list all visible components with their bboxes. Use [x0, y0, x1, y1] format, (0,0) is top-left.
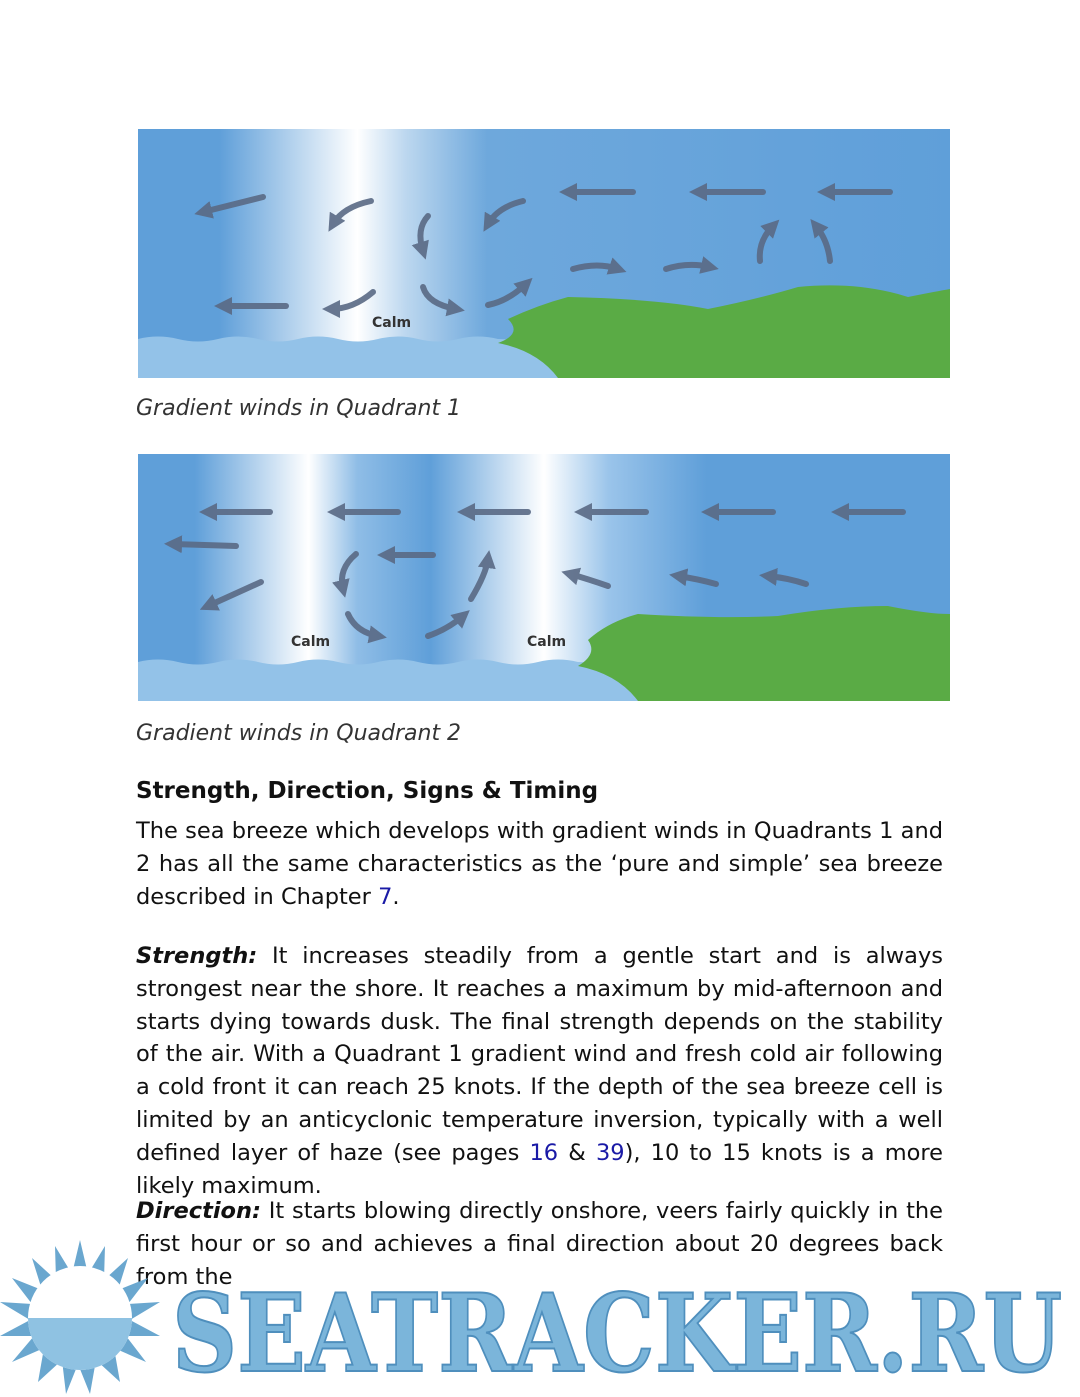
page-link-39[interactable]: 39	[595, 1139, 625, 1166]
amp: &	[558, 1139, 596, 1166]
para1-end: .	[392, 883, 400, 910]
diagram-quadrant-2	[138, 454, 950, 701]
diagram-quadrant-1	[138, 129, 950, 378]
calm-label: Calm	[372, 315, 412, 331]
page-link-16[interactable]: 16	[529, 1139, 559, 1166]
sea-surface	[138, 337, 558, 379]
calm-label-left: Calm	[291, 634, 331, 650]
figure-1-caption: Gradient winds in Quadrant 1	[136, 396, 462, 421]
calm-label-right: Calm	[527, 634, 567, 650]
paragraph-intro	[136, 815, 943, 913]
section-heading: Strength, Direction, Signs & Timing	[136, 778, 599, 804]
watermark-graphic	[0, 1236, 1080, 1397]
chapter-link[interactable]: 7	[378, 883, 393, 910]
watermark-text: SEATRACKER.RU	[172, 1271, 1062, 1397]
strength-text: It increases steadily from a gentle start and is always strongest near the shore. It reaches a maximum by mid-afternoon and starts dying towards dusk. The final strength depends on the stability of the air. With a Quadrant 1 gradient wind and fresh cold air following a cold front it can reach 25 knots. If the depth of the sea breeze cell is limited by an anticyclonic temperature inversion, typically with a well defined layer of haze (see pages	[136, 943, 943, 1166]
figure-2-caption: Gradient winds in Quadrant 2	[136, 721, 462, 746]
seatracker-watermark	[0, 1236, 1080, 1397]
direction-text: It starts blowing directly onshore, veers fairly quickly in the first hour or so and achieves a final direction about 20 degrees back from the	[136, 1198, 943, 1290]
quadrant-1-illustration	[138, 129, 950, 378]
strength-end: ), 10 to 15 knots is a more likely maximum.	[136, 1139, 943, 1199]
strength-label: Strength:	[136, 943, 258, 969]
direction-label: Direction:	[136, 1198, 262, 1224]
land	[578, 606, 950, 701]
sea-surface	[138, 660, 638, 702]
quadrant-2-illustration	[138, 454, 950, 701]
sun-icon	[0, 1240, 160, 1394]
paragraph-strength	[136, 940, 943, 1202]
para1-text: The sea breeze which develops with gradient winds in Quadrants 1 and 2 has all the same characteristics as the ‘pure and simple’ sea breeze described in Chapter	[136, 818, 943, 910]
